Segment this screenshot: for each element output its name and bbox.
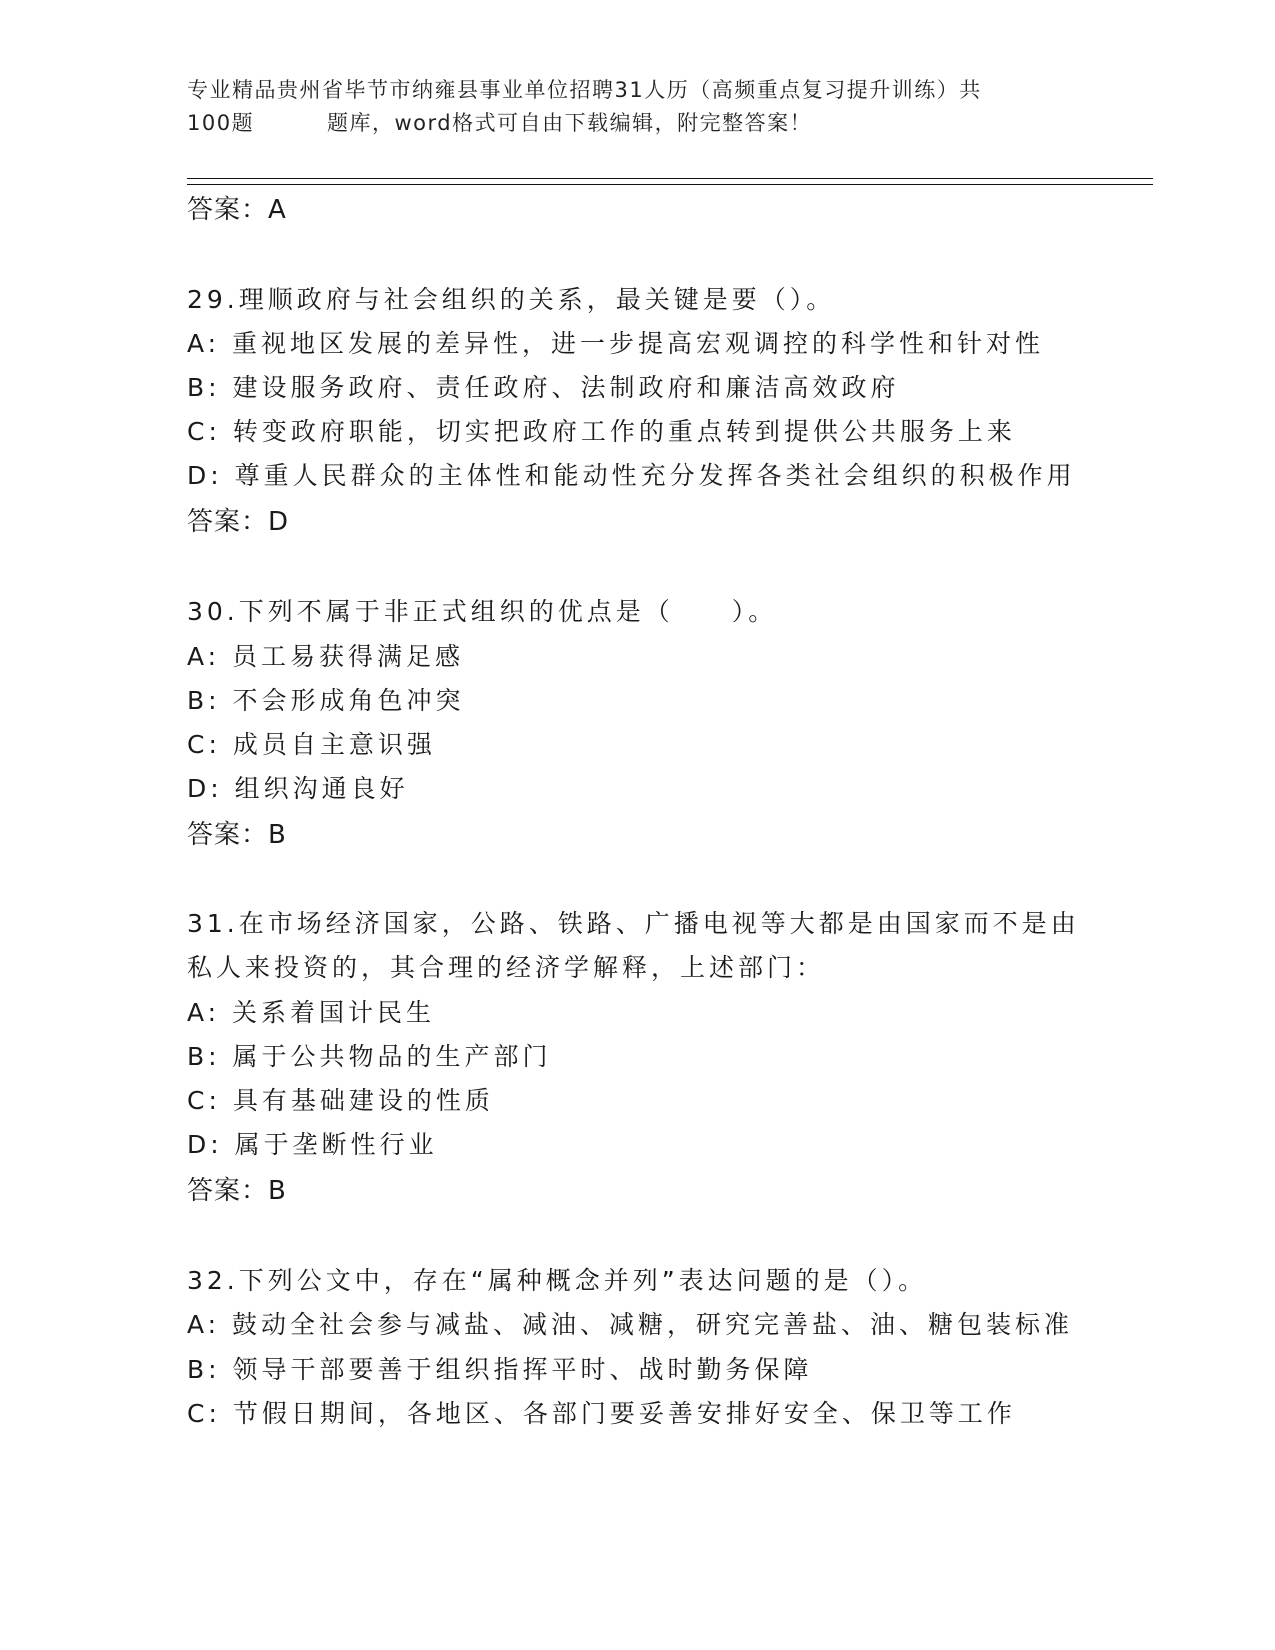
question-32-option-c: C: 节假日期间，各地区、各部门要妥善安排好安全、保卫等工作 bbox=[187, 1399, 1016, 1428]
question-31-option-a: A: 关系着国计民生 bbox=[187, 998, 436, 1027]
header-line-1: 专业精品贵州省毕节市纳雍县事业单位招聘31人历（高频重点复习提升训练）共 bbox=[187, 78, 982, 102]
question-29-stem: 29.理顺政府与社会组织的关系，最关键是要（）。 bbox=[187, 285, 836, 314]
question-31-stem-line-2: 私人来投资的，其合理的经济学解释，上述部门： bbox=[187, 953, 826, 982]
question-31-option-d: D: 属于垄断性行业 bbox=[187, 1130, 438, 1159]
header-rule-top bbox=[187, 178, 1153, 179]
question-30-stem: 30.下列不属于非正式组织的优点是（ ）。 bbox=[187, 597, 778, 626]
question-31-option-c: C: 具有基础建设的性质 bbox=[187, 1086, 494, 1115]
question-30-option-c: C: 成员自主意识强 bbox=[187, 730, 436, 759]
question-32-option-a: A: 鼓动全社会参与减盐、减油、减糖，研究完善盐、油、糖包装标准 bbox=[187, 1310, 1074, 1339]
question-31-stem-line-1: 31.在市场经济国家，公路、铁路、广播电视等大都是由国家而不是由 bbox=[187, 909, 1080, 938]
header-line-2 bbox=[187, 107, 1087, 140]
question-31-answer: 答案：B bbox=[187, 1176, 287, 1206]
question-30-option-a: A: 员工易获得满足感 bbox=[187, 642, 465, 671]
previous-answer: 答案：A bbox=[187, 195, 287, 225]
question-32-stem: 32.下列公文中，存在“属种概念并列”表达问题的是（）。 bbox=[187, 1266, 928, 1295]
question-29-option-b: B: 建设服务政府、责任政府、法制政府和廉洁高效政府 bbox=[187, 373, 900, 402]
question-30-option-b: B: 不会形成角色冲突 bbox=[187, 686, 465, 715]
header-description: 题库，word格式可自由下载编辑，附完整答案！ bbox=[327, 111, 813, 135]
question-29-option-d: D: 尊重人民群众的主体性和能动性充分发挥各类社会组织的积极作用 bbox=[187, 461, 1076, 490]
question-30-option-d: D: 组织沟通良好 bbox=[187, 774, 409, 803]
question-29-option-a: A: 重视地区发展的差异性，进一步提高宏观调控的科学性和针对性 bbox=[187, 329, 1045, 358]
question-29-answer: 答案：D bbox=[187, 507, 290, 537]
header-question-count: 100题 bbox=[187, 111, 255, 135]
question-32-option-b: B: 领导干部要善于组织指挥平时、战时勤务保障 bbox=[187, 1355, 813, 1384]
question-31-option-b: B: 属于公共物品的生产部门 bbox=[187, 1042, 552, 1071]
document-header bbox=[187, 74, 1087, 140]
question-30-answer: 答案：B bbox=[187, 820, 287, 850]
question-29-option-c: C: 转变政府职能，切实把政府工作的重点转到提供公共服务上来 bbox=[187, 417, 1016, 446]
header-rule-bottom bbox=[187, 184, 1153, 185]
